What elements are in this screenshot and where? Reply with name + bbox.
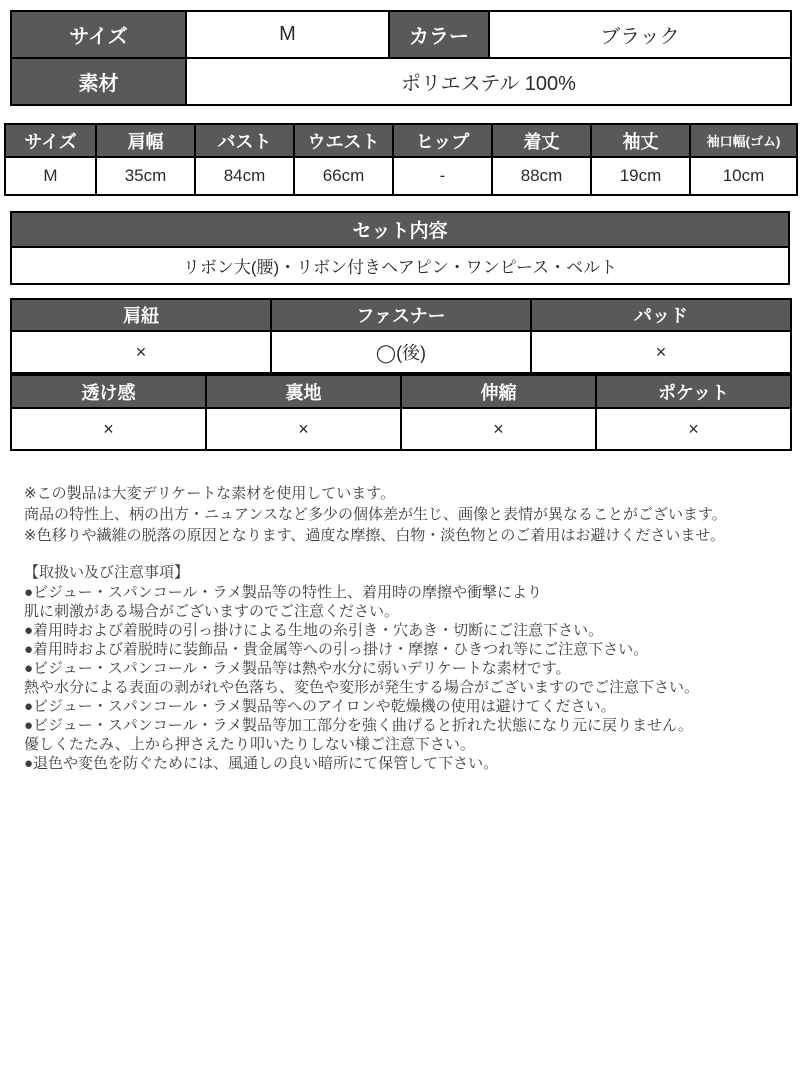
feature-header-pad: パッド [531, 299, 791, 331]
handling-line: ●ビジュー・スパンコール・ラメ製品等の特性上、着用時の摩擦や衝撃により [24, 584, 543, 601]
handling-instructions [24, 583, 776, 773]
features-table-1 [10, 298, 792, 374]
table-row [11, 11, 791, 58]
feature-header-strap: 肩紐 [11, 299, 271, 331]
measurement-header-hip: ヒップ [393, 124, 492, 157]
measurement-header-cuff: 袖口幅(ゴム) [690, 124, 797, 157]
feature-value-strap: × [11, 331, 271, 373]
feature-header-sheer: 透け感 [11, 375, 206, 408]
feature-header-pocket: ポケット [596, 375, 791, 408]
handling-line: ●退色や変色を防ぐためには、風通しの良い暗所にて保管して下さい。 [24, 755, 499, 772]
feature-value-sheer: × [11, 408, 206, 450]
material-label: 素材 [11, 58, 186, 105]
note-line: 商品の特性上、柄の出方・ニュアンスなど多少の個体差が生じ、画像と表情が異なることがございます。 [24, 506, 727, 523]
color-label: カラー [389, 11, 489, 58]
set-contents-table [10, 211, 790, 285]
material-value: ポリエステル 100% [186, 58, 791, 105]
measurements-table [4, 123, 798, 196]
size-label: サイズ [11, 11, 186, 58]
feature-value-fastener: ◯(後) [271, 331, 531, 373]
measurement-value-waist: 66cm [294, 157, 393, 195]
set-contents-value: リボン大(腰)・リボン付きヘアピン・ワンピース・ベルト [11, 247, 789, 284]
measurement-value-shoulder: 35cm [96, 157, 195, 195]
handling-line: ●ビジュー・スパンコール・ラメ製品等へのアイロンや乾燥機の使用は避けてください。 [24, 698, 616, 715]
set-contents-header: セット内容 [11, 212, 789, 247]
measurement-value-hip: - [393, 157, 492, 195]
measurement-header-waist: ウエスト [294, 124, 393, 157]
notes-section [24, 483, 776, 773]
handling-line: 肌に刺激がある場合がございますのでご注意ください。 [24, 603, 400, 620]
table-row [11, 58, 791, 105]
measurement-value-size: M [5, 157, 96, 195]
measurement-header-length: 着丈 [492, 124, 591, 157]
feature-value-pad: × [531, 331, 791, 373]
measurements-value-row [5, 157, 797, 195]
feature-value-stretch: × [401, 408, 596, 450]
handling-line: 熱や水分による表面の剥がれや色落ち、変色や変形が発生する場合がございますのでご注意下さい。 [24, 679, 700, 696]
feature-header-fastener: ファスナー [271, 299, 531, 331]
feature-value-lining: × [206, 408, 401, 450]
note-line: ※この製品は大変デリケートな素材を使用しています。 [24, 485, 396, 502]
measurement-header-size: サイズ [5, 124, 96, 157]
size-color-material-table [10, 10, 792, 106]
measurement-value-cuff: 10cm [690, 157, 797, 195]
feature-header-stretch: 伸縮 [401, 375, 596, 408]
handling-title: 【取扱い及び注意事項】 [24, 564, 190, 581]
features-table-2 [10, 374, 792, 451]
features1-header-row [11, 299, 791, 331]
set-contents-header-row [11, 212, 789, 247]
measurement-header-sleeve: 袖丈 [591, 124, 690, 157]
color-value: ブラック [489, 11, 791, 58]
size-value: M [186, 11, 389, 58]
feature-header-lining: 裏地 [206, 375, 401, 408]
feature-value-pocket: × [596, 408, 791, 450]
measurement-value-bust: 84cm [195, 157, 294, 195]
handling-line: ●ビジュー・スパンコール・ラメ製品等加工部分を強く曲げると折れた状態になり元に戻りません。 [24, 717, 693, 734]
measurements-header-row [5, 124, 797, 157]
handling-line: ●着用時および着脱時の引っ掛けによる生地の糸引き・穴あき・切断にご注意下さい。 [24, 622, 604, 639]
handling-line: 優しくたたみ、上から押さえたり叩いたりしない様ご注意下さい。 [24, 736, 475, 753]
features2-header-row [11, 375, 791, 408]
set-contents-value-row [11, 247, 789, 284]
note-line: ※色移りや繊維の脱落の原因となります、過度な摩擦、白物・淡色物とのご着用はお避けくださいませ。 [24, 527, 725, 544]
measurement-value-length: 88cm [492, 157, 591, 195]
measurement-header-bust: バスト [195, 124, 294, 157]
handling-line: ●着用時および着脱時に装飾品・貴金属等への引っ掛け・摩擦・ひきつれ等にご注意下さい。 [24, 641, 649, 658]
handling-line: ●ビジュー・スパンコール・ラメ製品等は熱や水分に弱いデリケートな素材です。 [24, 660, 571, 677]
features1-value-row [11, 331, 791, 373]
features2-value-row [11, 408, 791, 450]
measurement-header-shoulder: 肩幅 [96, 124, 195, 157]
measurement-value-sleeve: 19cm [591, 157, 690, 195]
